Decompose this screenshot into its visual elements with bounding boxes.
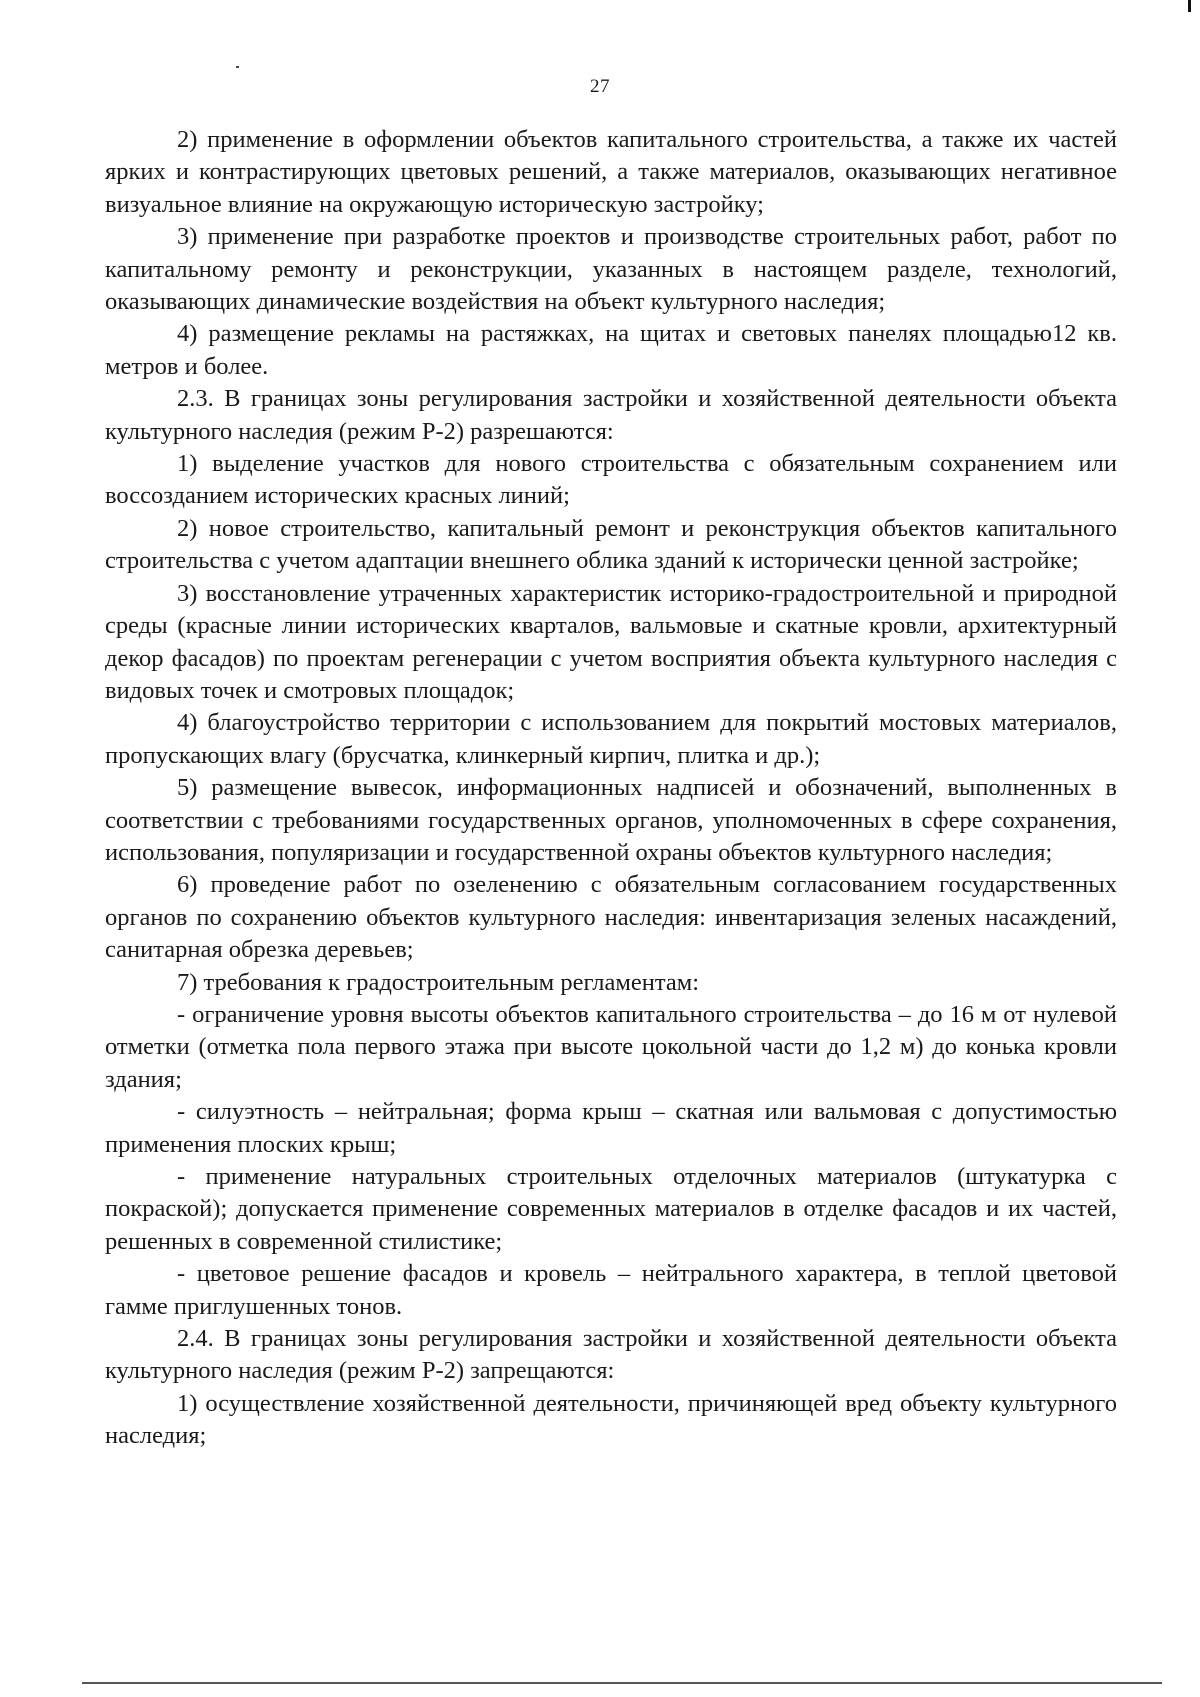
document-body — [105, 124, 1117, 1453]
requirement-silhouette: - силуэтность – нейтральная; форма крыш – скатная или вальмовая с допустимостью применения плоских крыш; — [105, 1098, 1117, 1158]
item-3-allowed-restoration: 3) восстановление утраченных характеристик историко-градостроительной и природной среды (красные линии исторических кварталов, вальмовые и скатные кровли, архитектурный декор фасадов) по проектам регенерации с учетом восприятия объекта культурного наследия с видовых точек и смотровых площадок; — [105, 579, 1117, 704]
item-4-allowed-landscaping: 4) благоустройство территории с использованием для покрытий мостовых материалов, пропускающих влагу (брусчатка, клинкерный кирпич, плитка и др.); — [105, 709, 1117, 769]
item-1-prohibited-harmful-activity: 1) осуществление хозяйственной деятельности, причиняющей вред объекту культурного наследия; — [105, 1389, 1117, 1450]
item-5-allowed-signage: 5) размещение вывесок, информационных надписей и обозначений, выполненных в соответствии с требованиями государственных органов, уполномоченных в сфере сохранения, использования, популяризации и государственной охраны объектов культурного наследия; — [105, 774, 1117, 866]
requirement-height-limit: - ограничение уровня высоты объектов капитального строительства – до 16 м от нулевой отметки (отметка пола первого этажа при высоте цокольной части до 1,2 м) до конька кровли здания; — [105, 1000, 1117, 1093]
item-3-prohibition-dynamic-impact: 3) применение при разработке проектов и производстве строительных работ, работ по капитальному ремонту и реконструкции, указанных в настоящем разделе, технологий, оказывающих динамические воздействия на объект культурного наследия; — [105, 223, 1117, 316]
section-2-3-heading: 2.3. В границах зоны регулирования застройки и хозяйственной деятельности объекта культурного наследия (режим Р-2) разрешаются: — [105, 385, 1117, 445]
item-6-allowed-greening: 6) проведение работ по озеленению с обязательным согласованием государственных органов по сохранению объектов культурного наследия: инвентаризация зеленых насаждений, санитарная обрезка деревьев; — [105, 871, 1117, 964]
section-2-4-heading: 2.4. В границах зоны регулирования застройки и хозяйственной деятельности объекта культурного наследия (режим Р-2) запрещаются: — [105, 1325, 1117, 1385]
scan-edge-mark — [1188, 0, 1191, 12]
page-number: 27 — [590, 76, 610, 97]
scan-speck — [236, 66, 239, 68]
item-1-allowed-plots: 1) выделение участков для нового строительства с обязательным сохранением или воссозданием исторических красных линий; — [105, 450, 1117, 510]
item-7-requirements-heading: 7) требования к градостроительным регламентам: — [177, 968, 700, 996]
requirement-materials: - применение натуральных строительных отделочных материалов (штукатурка с покраской); допускается применение современных материалов в отделке фасадов и их частей, решенных в современной стилистике; — [105, 1163, 1117, 1255]
item-2-prohibition-bright-colors: 2) применение в оформлении объектов капитального строительства, а также их частей ярких и контрастирующих цветовых решений, а также материалов, оказывающих негативное визуальное влияние на окружающую историческую застройку; — [105, 126, 1117, 218]
item-4-prohibition-advertising: 4) размещение рекламы на растяжках, на щитах и световых панелях площадью12 кв. метров и более. — [105, 320, 1117, 380]
requirement-colors: - цветовое решение фасадов и кровель – нейтрального характера, в теплой цветовой гамме приглушенных тонов. — [105, 1260, 1117, 1320]
item-2-allowed-construction: 2) новое строительство, капитальный ремонт и реконструкция объектов капитального строительства с учетом адаптации внешнего облика зданий к исторически ценной застройке; — [105, 514, 1117, 575]
scan-bottom-edge — [82, 1682, 1162, 1684]
